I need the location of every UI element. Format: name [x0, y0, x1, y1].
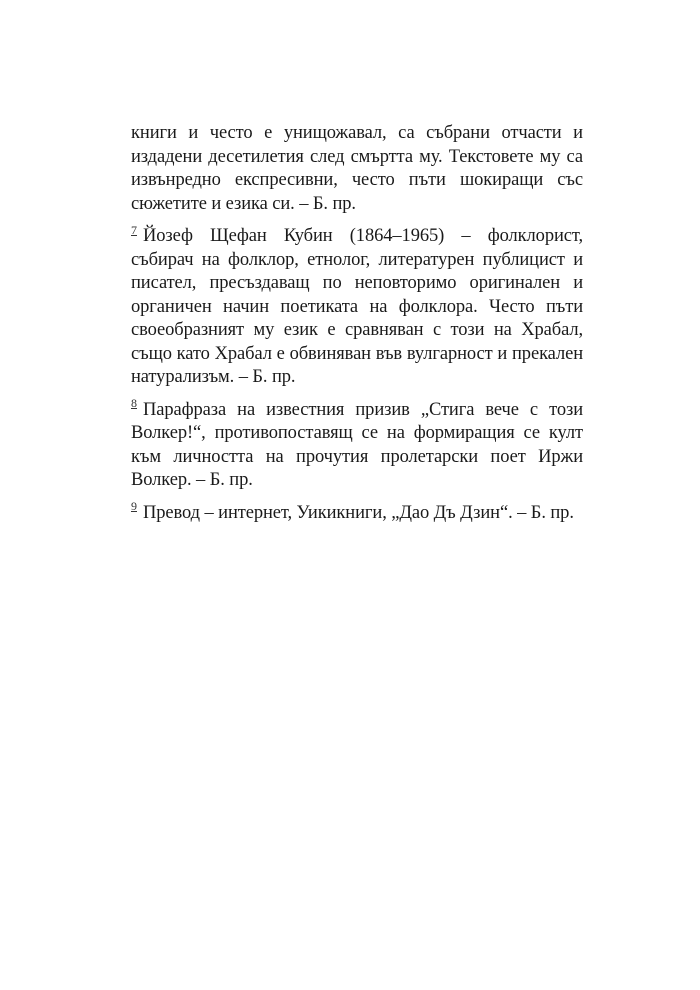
footnote-text: книги и често е унищожавал, са събрани отчасти и издадени десетилетия след смъртта му. Текстовете му са извънредно експресивни, често пъти шокиращи със сюжетите и езика си. – Б. пр. [131, 123, 583, 214]
footnote-9 [131, 499, 583, 526]
footnote-marker-9[interactable]: 9 [131, 499, 137, 514]
footnote-marker-8[interactable]: 8 [131, 396, 137, 411]
footnote-text: Парафраза на известния призив „Стига вече с този Волкер!“, противопоставящ се на формиращия се култ към личността на прочутия пролетарски поет Иржи Волкер. – Б. пр. [131, 399, 583, 490]
footnotes-section [131, 122, 583, 534]
footnote-continued [131, 122, 583, 216]
footnote-text: Превод – интернет, Уикикниги, „Дао Дъ Дзин“. – Б. пр. [143, 502, 574, 523]
footnote-8 [131, 396, 583, 493]
footnote-text: Йозеф Щефан Кубин (1864–1965) – фолклорист, събирач на фолклор, етнолог, литературен публицист и писател, пресъздаващ по неповторимо оригинален и органичен начин поетиката на фолклора. Често пъти своеобразният му език е сравняван с този на Храбал, също като Храбал е обвиняван във вулгарност и прекален натурализъм. – Б. пр. [131, 226, 583, 387]
footnote-marker-7[interactable]: 7 [131, 222, 137, 237]
footnote-7 [131, 222, 583, 390]
